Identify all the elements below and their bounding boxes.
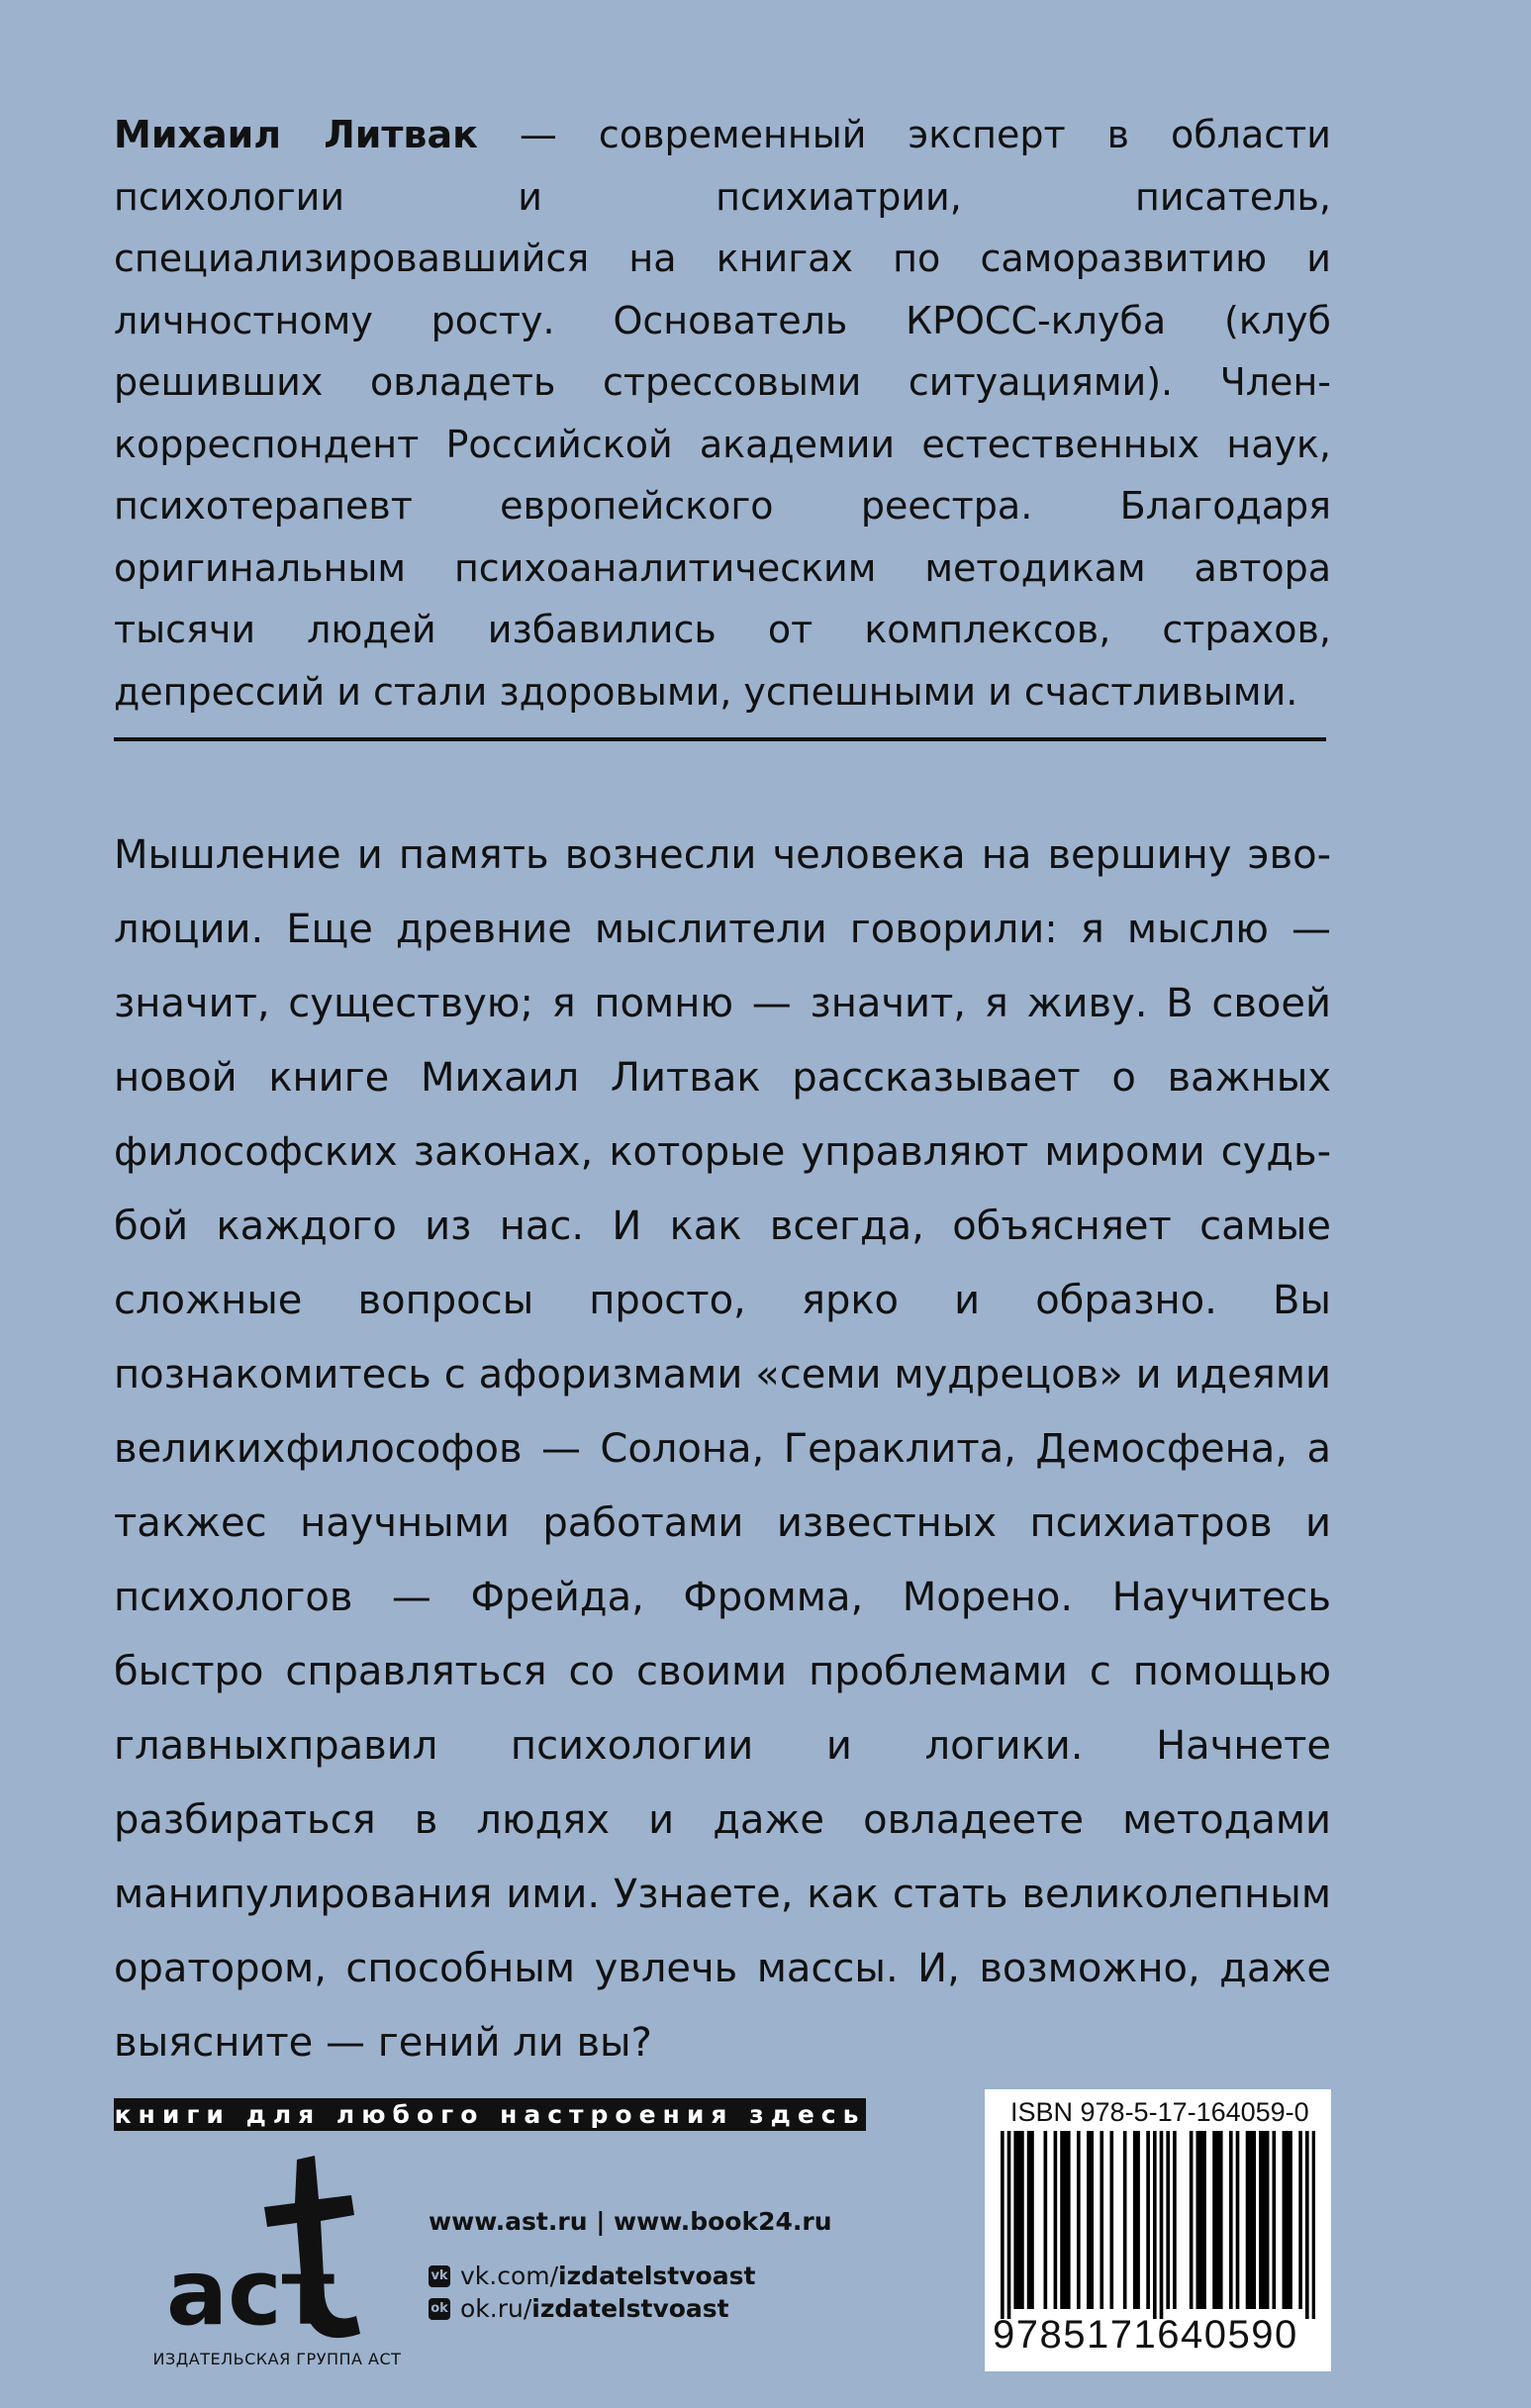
isbn-label: ISBN 978-5-17-164059-0 xyxy=(1010,2097,1309,2127)
author-bio-text: — современный эксперт в области психологии и психиатрии, писатель, специализировавшийся на книгах по саморазвитию и личностному росту. Основатель КРОСС-клуба (клуб решивших овладеть стрессовыми ситуациями). Член-корреспондент Российской академии естественных наук, психотерапевт европейского реестра. Благодаря оригинальным психоаналитическим методикам автора тысячи людей избавились от комплексов, страхов, депрессий и стали здоровыми, успешными и счастливыми. xyxy=(114,113,1331,714)
publisher-name: ИЗДАТЕЛЬСКАЯ ГРУППА АСТ xyxy=(152,2350,402,2368)
barcode-bar xyxy=(1190,2131,1194,2309)
barcode-bar xyxy=(1259,2131,1263,2309)
barcode-bar xyxy=(1312,2131,1315,2319)
barcode-bar xyxy=(1090,2131,1094,2309)
barcode-bar xyxy=(1013,2131,1017,2309)
ean-digits: 9785171640590 xyxy=(993,2313,1298,2357)
barcode-bar xyxy=(1289,2131,1292,2309)
barcode-bar xyxy=(1236,2131,1240,2309)
barcode-bar xyxy=(1160,2131,1164,2319)
barcode-bar xyxy=(1136,2131,1140,2309)
barcode-bar xyxy=(1266,2131,1270,2309)
author-bio xyxy=(114,104,1331,722)
social-domain: vk.com/ xyxy=(460,2262,559,2290)
social-handle: izdatelstvoast xyxy=(558,2262,756,2290)
barcode-bars xyxy=(1001,2131,1315,2319)
book-description: Мышление и память вознесли человека на вершину эволюции. Еще древние мыслители говорили: я мыслю — значит, существую; я помню — значит, я живу. В своей новой книге Михаил Литвак рассказывает о важных философских законах, которые управляют мироми судьбой каждого из нас. И как всегда, объясняет самые сложные вопросы просто, ярко и образно. Вы познакомитесь с афоризмами «семи мудрецов» и идеями великихфилософов — Солона, Гераклита, Демосфена, а такжес научными работами известных психиатров и психологов — Фрейда, Фромма, Морено. Научитесь быстро справляться со своими проблемами с помощью главныхправил психологии и логики. Начнете разбираться в людях и даже овладеете методами манипулирования ими. Узнаете, как стать великолепным оратором, способным увлечь массы. И, возможно, даже выясните — гений ли вы? xyxy=(114,832,1331,2066)
barcode-bar xyxy=(1305,2131,1309,2319)
barcode-bar xyxy=(1060,2131,1064,2309)
barcode-bar xyxy=(1283,2131,1287,2309)
barcode-bar xyxy=(1044,2131,1048,2309)
barcode-bar xyxy=(1166,2131,1170,2309)
social-link-ok[interactable] xyxy=(429,2294,729,2323)
barcode-bar xyxy=(1212,2131,1216,2309)
social-handle: izdatelstvoast xyxy=(531,2294,729,2323)
barcode-bar xyxy=(1123,2131,1127,2309)
author-name: Михаил Литвак xyxy=(114,113,478,156)
barcode-bar xyxy=(1219,2131,1223,2309)
barcode-bar xyxy=(1196,2131,1199,2309)
vk-icon: vk xyxy=(429,2265,450,2287)
barcode-bar xyxy=(1007,2131,1011,2319)
tagline-banner: книги для любого настроения здесь xyxy=(114,2100,866,2129)
websites[interactable]: www.ast.ru | www.book24.ru xyxy=(429,2207,832,2236)
barcode-bar xyxy=(1100,2131,1103,2309)
barcode-bar xyxy=(1262,2131,1266,2309)
barcode-bar xyxy=(1202,2131,1206,2309)
barcode-bar xyxy=(1027,2131,1031,2309)
social-link-vk[interactable] xyxy=(429,2262,755,2290)
barcode-bar xyxy=(1246,2131,1250,2309)
barcode-bar xyxy=(1077,2131,1081,2309)
barcode-panel xyxy=(985,2089,1331,2371)
barcode-bar xyxy=(1017,2131,1021,2309)
barcode-bar xyxy=(1109,2131,1113,2309)
barcode-bar xyxy=(1001,2131,1005,2319)
ast-logo xyxy=(148,2148,406,2346)
barcode-bar xyxy=(1229,2131,1233,2309)
barcode-bar xyxy=(1199,2131,1203,2309)
barcode-bar xyxy=(1173,2131,1177,2309)
barcode-bar xyxy=(1249,2131,1253,2309)
barcode-bar xyxy=(1298,2131,1302,2309)
barcode-bar xyxy=(1087,2131,1091,2309)
section-divider xyxy=(114,737,1326,741)
barcode-bar xyxy=(1146,2131,1150,2309)
barcode-bar xyxy=(1054,2131,1058,2309)
ok-icon: ok xyxy=(429,2298,450,2320)
logo-text: аст xyxy=(166,2240,335,2346)
barcode-bar xyxy=(1133,2131,1137,2309)
social-domain: ok.ru/ xyxy=(460,2294,532,2323)
barcode-bar xyxy=(1153,2131,1157,2319)
barcode-bar xyxy=(1216,2131,1220,2309)
barcode-bar xyxy=(1252,2131,1256,2309)
barcode-bar xyxy=(1030,2131,1034,2309)
barcode-bar xyxy=(1286,2131,1290,2309)
barcode-bar xyxy=(1020,2131,1024,2309)
barcode-bar xyxy=(1064,2131,1068,2309)
barcode-bar xyxy=(1272,2131,1276,2309)
barcode-bar xyxy=(1067,2131,1071,2309)
